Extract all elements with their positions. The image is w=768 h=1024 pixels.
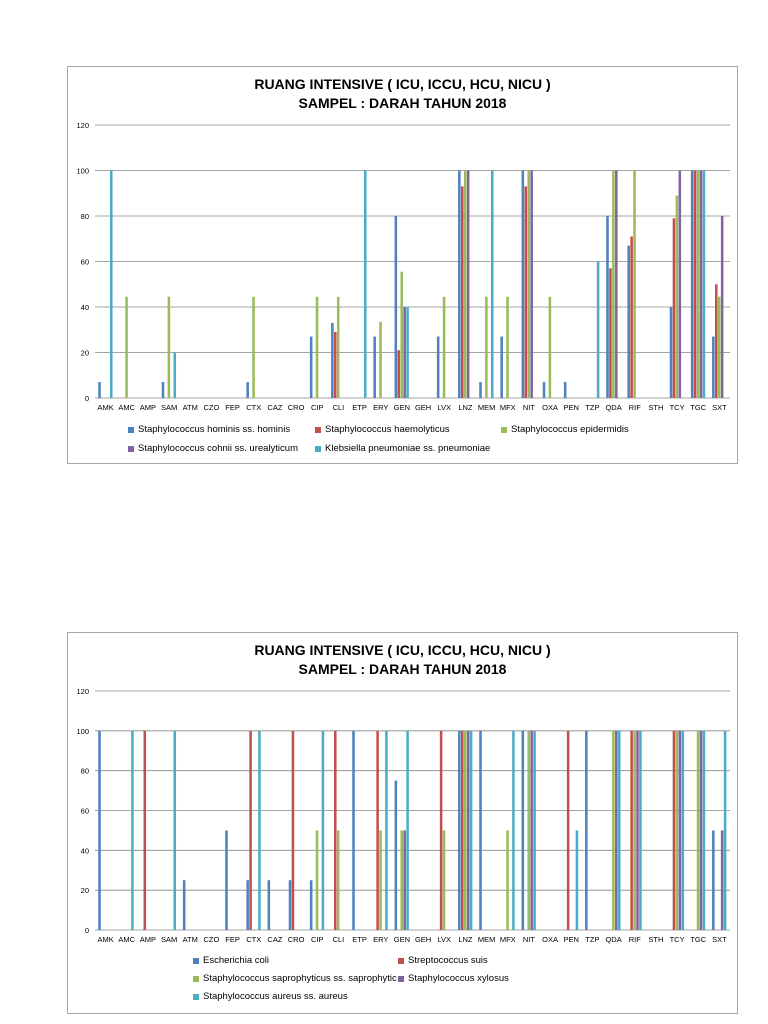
y-tick-label: 20: [80, 886, 89, 896]
bar: [700, 731, 703, 930]
chart-panel-1: [67, 66, 738, 464]
y-tick-label: 100: [76, 726, 89, 736]
x-tick-label: PEN: [563, 935, 579, 944]
bar: [316, 830, 319, 930]
bar: [400, 830, 403, 930]
x-tick-label: CRO: [287, 403, 305, 412]
x-tick-label: CLI: [332, 935, 345, 944]
bar: [464, 731, 467, 930]
legend-label: Staphylococcus hominis ss. hominis: [138, 424, 291, 435]
bar: [385, 731, 388, 930]
legend-swatch: [315, 446, 321, 452]
bar: [673, 731, 676, 930]
legend-label: Escherichia coli: [203, 955, 269, 966]
legend-label: Staphylococcus aureus ss. aureus: [203, 991, 348, 1002]
bar: [522, 171, 525, 399]
x-tick-label: CTX: [246, 935, 262, 944]
x-tick-label: AMK: [97, 403, 114, 412]
bar: [406, 731, 409, 930]
bar: [173, 353, 176, 399]
bar: [310, 337, 313, 398]
bar: [630, 236, 633, 398]
x-tick-label: ERY: [373, 935, 389, 944]
bar: [443, 297, 446, 398]
bar: [364, 171, 367, 399]
legend-swatch: [193, 958, 199, 964]
bar: [676, 196, 679, 398]
bar: [249, 731, 252, 930]
chart-subtitle: SAMPEL : DARAH TAHUN 2018: [298, 95, 507, 111]
bar: [461, 186, 464, 398]
legend-swatch: [128, 446, 134, 452]
y-tick-label: 80: [80, 766, 89, 776]
legend-item: [315, 443, 490, 454]
bar: [162, 382, 165, 398]
bar: [500, 337, 503, 398]
bar: [615, 171, 618, 399]
x-tick-label: AMC: [118, 935, 136, 944]
x-tick-label: LNZ: [458, 403, 473, 412]
bar: [246, 880, 249, 930]
y-tick-label: 20: [80, 348, 89, 358]
x-tick-label: NIT: [522, 935, 535, 944]
bar: [398, 350, 401, 398]
y-tick-label: 120: [76, 687, 89, 696]
bar: [440, 731, 443, 930]
x-tick-label: QDA: [605, 935, 622, 944]
bar: [98, 731, 101, 930]
y-tick-label: 0: [84, 926, 89, 935]
bar: [527, 171, 530, 399]
legend-swatch: [315, 427, 321, 433]
x-tick-label: CAZ: [267, 935, 283, 944]
bar: [98, 382, 101, 398]
bar: [506, 297, 509, 398]
x-tick-label: ATM: [182, 403, 198, 412]
legend-swatch: [193, 976, 199, 982]
bar: [168, 297, 171, 398]
x-tick-label: STH: [648, 403, 664, 412]
legend-swatch: [193, 994, 199, 1000]
bar: [125, 297, 128, 398]
legend-label: Staphylococcus xylosus: [408, 973, 509, 984]
x-tick-label: CLI: [332, 403, 345, 412]
legend-item: [193, 991, 348, 1002]
bar: [522, 731, 525, 930]
legend-label: Staphylococcus haemolyticus: [325, 424, 450, 435]
legend-label: Streptococcus suis: [408, 955, 488, 966]
bar: [470, 731, 473, 930]
legend-item: [501, 424, 629, 435]
x-tick-label: ETP: [352, 935, 367, 944]
x-tick-label: FEP: [225, 935, 240, 944]
bar: [597, 262, 600, 399]
bar: [612, 171, 615, 399]
x-tick-label: ERY: [373, 403, 389, 412]
bar: [479, 382, 482, 398]
x-tick-label: SAM: [160, 935, 178, 944]
x-tick-label: TCY: [669, 403, 685, 412]
bar: [721, 830, 724, 930]
bar: [533, 731, 536, 930]
bar: [506, 830, 509, 930]
bar: [630, 731, 633, 930]
bar: [485, 297, 488, 398]
bar: [437, 337, 440, 398]
bar: [712, 337, 715, 398]
bar: [612, 731, 615, 930]
legend-swatch: [501, 427, 507, 433]
x-tick-label: AMK: [97, 935, 114, 944]
bar: [721, 216, 724, 398]
x-tick-label: AMP: [139, 403, 157, 412]
x-tick-label: TGC: [690, 935, 707, 944]
bar: [633, 731, 636, 930]
bar: [376, 731, 379, 930]
x-tick-label: ATM: [182, 935, 198, 944]
x-tick-label: GEH: [414, 403, 432, 412]
bar: [567, 731, 570, 930]
bar: [467, 171, 470, 399]
legend-label: Staphylococcus epidermidis: [511, 424, 629, 435]
x-tick-label: GEH: [414, 935, 432, 944]
y-tick-label: 100: [76, 166, 89, 176]
legend-item: [193, 973, 397, 984]
bar: [694, 171, 697, 399]
bar: [316, 297, 319, 398]
bar: [718, 297, 721, 398]
y-tick-label: 60: [80, 257, 89, 267]
legend-label: Staphylococcus cohnii ss. urealyticum: [138, 443, 298, 454]
bar: [564, 382, 567, 398]
bar: [639, 731, 642, 930]
legend-item: [128, 424, 290, 435]
bar: [110, 171, 113, 399]
x-tick-label: AMC: [118, 403, 136, 412]
bar: [609, 268, 612, 398]
x-tick-label: CIP: [310, 935, 324, 944]
bar: [512, 731, 515, 930]
chart-panel-2: [67, 632, 738, 1014]
bar: [618, 731, 621, 930]
bar: [322, 731, 325, 930]
x-tick-label: RIF: [628, 403, 641, 412]
bar: [670, 307, 673, 398]
bar: [700, 171, 703, 399]
bar: [443, 830, 446, 930]
x-tick-label: STH: [648, 935, 664, 944]
bar: [334, 332, 337, 398]
x-tick-label: RIF: [628, 935, 641, 944]
bar: [395, 781, 398, 930]
x-tick-label: SAM: [160, 403, 178, 412]
bar: [403, 830, 406, 930]
bar: [337, 297, 340, 398]
x-tick-label: MFX: [499, 403, 516, 412]
bar: [334, 731, 337, 930]
bar: [527, 731, 530, 930]
bar: [379, 830, 382, 930]
y-tick-label: 60: [80, 806, 89, 816]
x-tick-label: MEM: [477, 935, 496, 944]
x-tick-label: LVX: [437, 935, 452, 944]
bar: [697, 171, 700, 399]
bar: [585, 731, 588, 930]
bar: [576, 830, 579, 930]
bar: [352, 731, 355, 930]
y-tick-label: 40: [80, 846, 89, 856]
x-tick-label: CRO: [287, 935, 305, 944]
y-tick-label: 0: [84, 394, 89, 403]
bar: [373, 337, 376, 398]
legend-item: [128, 443, 298, 454]
x-tick-label: MFX: [499, 935, 516, 944]
x-tick-label: TZP: [585, 935, 600, 944]
x-tick-label: TGC: [690, 403, 707, 412]
bar: [252, 297, 255, 398]
chart-title: RUANG INTENSIVE ( ICU, ICCU, HCU, NICU ): [254, 76, 551, 92]
x-tick-label: PEN: [563, 403, 579, 412]
bar: [615, 731, 618, 930]
x-tick-label: SXT: [712, 935, 727, 944]
bar: [673, 218, 676, 398]
bar: [400, 272, 403, 398]
bar: [633, 171, 636, 399]
bar: [225, 830, 228, 930]
bar: [331, 323, 334, 398]
bar: [458, 731, 461, 930]
bar: [530, 171, 533, 399]
legend-swatch: [128, 427, 134, 433]
legend-item: [193, 955, 269, 966]
x-tick-label: LNZ: [458, 935, 473, 944]
bar: [681, 731, 684, 930]
y-tick-label: 40: [80, 303, 89, 312]
bar: [379, 322, 382, 398]
legend-swatch: [398, 958, 404, 964]
bar: [310, 880, 313, 930]
bar: [406, 307, 409, 398]
legend-item: [315, 424, 450, 435]
bar: [703, 731, 706, 930]
x-tick-label: GEN: [393, 935, 411, 944]
bar: [292, 731, 295, 930]
bar: [530, 731, 533, 930]
x-tick-label: NIT: [522, 403, 535, 412]
bar: [246, 382, 249, 398]
bar: [679, 171, 682, 399]
chart-subtitle: SAMPEL : DARAH TAHUN 2018: [298, 661, 507, 677]
x-tick-label: AMP: [139, 935, 157, 944]
x-tick-label: QDA: [605, 403, 622, 412]
x-tick-label: TCY: [669, 935, 685, 944]
bar: [395, 216, 398, 398]
bar: [458, 171, 461, 399]
x-tick-label: CIP: [310, 403, 324, 412]
bar: [724, 731, 727, 930]
x-tick-label: MEM: [477, 403, 496, 412]
x-tick-label: SXT: [712, 403, 727, 412]
bar: [525, 186, 528, 398]
bar: [183, 880, 186, 930]
bar: [464, 171, 467, 399]
bar: [461, 731, 464, 930]
bar: [715, 284, 718, 398]
bar: [403, 307, 406, 398]
bar: [144, 731, 147, 930]
y-tick-label: 80: [80, 212, 89, 221]
y-tick-label: 120: [76, 121, 89, 130]
bar: [712, 830, 715, 930]
bar: [679, 731, 682, 930]
x-tick-label: CZO: [203, 403, 220, 412]
bar: [491, 171, 494, 399]
bar: [543, 382, 546, 398]
bar-chart-plot: [68, 67, 737, 463]
bar: [549, 297, 552, 398]
x-tick-label: TZP: [585, 403, 600, 412]
x-tick-label: GEN: [393, 403, 411, 412]
x-tick-label: FEP: [225, 403, 240, 412]
bar: [697, 731, 700, 930]
x-tick-label: OXA: [542, 403, 559, 412]
x-tick-label: CTX: [246, 403, 262, 412]
bar: [703, 171, 706, 399]
bar: [173, 731, 176, 930]
bar: [268, 880, 271, 930]
bar: [258, 731, 261, 930]
bar: [627, 246, 630, 398]
legend-swatch: [398, 976, 404, 982]
bar: [289, 880, 292, 930]
legend-label: Klebsiella pneumoniae ss. pneumoniae: [325, 443, 491, 454]
bar: [676, 731, 679, 930]
legend-label: Staphylococcus saprophyticus ss. saprophytic: [203, 973, 397, 984]
bar: [479, 731, 482, 930]
bar: [467, 731, 470, 930]
chart-title: RUANG INTENSIVE ( ICU, ICCU, HCU, NICU ): [254, 642, 551, 658]
x-tick-label: CAZ: [267, 403, 283, 412]
x-tick-label: OXA: [542, 935, 559, 944]
x-tick-label: ETP: [352, 403, 367, 412]
bar: [606, 216, 609, 398]
x-tick-label: CZO: [203, 935, 220, 944]
bar: [636, 731, 639, 930]
bar: [131, 731, 134, 930]
bar: [691, 171, 694, 399]
bar: [337, 830, 340, 930]
legend-item: [398, 973, 509, 984]
x-tick-label: LVX: [437, 403, 452, 412]
legend-item: [398, 955, 488, 966]
